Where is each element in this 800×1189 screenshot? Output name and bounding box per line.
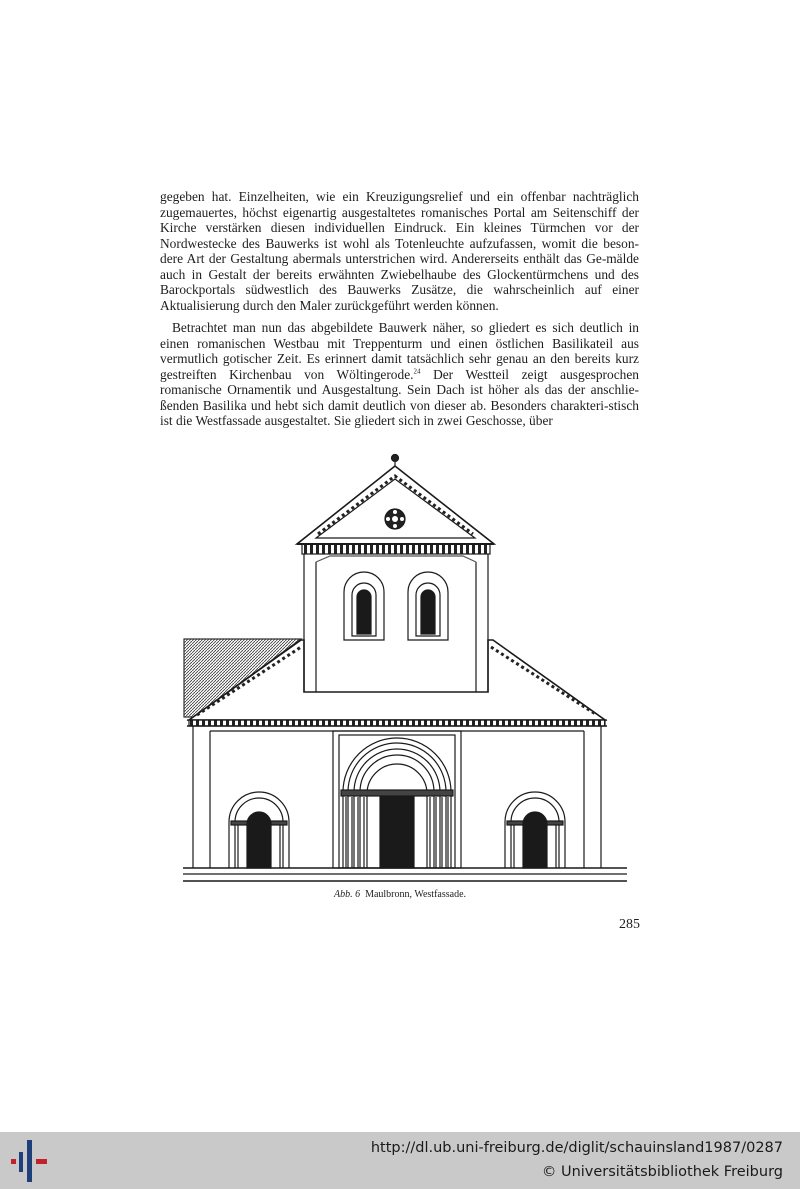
figure-caption-text: Maulbronn, Westfassade. (365, 889, 467, 900)
side-portal-right (505, 792, 565, 868)
page-number: 285 (619, 917, 640, 932)
main-portal (341, 738, 453, 868)
university-library-logo-icon (10, 1140, 50, 1182)
body-paragraph-2 (160, 320, 639, 429)
figure-label: Abb. 6 (333, 889, 361, 900)
church-west-facade-drawing (183, 452, 628, 884)
figure-caption (0, 889, 800, 900)
body-paragraph-1: gegeben hat. Einzelheiten, wie ein Kreuzigungsrelief und ein offenbar nachträglich zugemauertes, höchst eigenartig ausgestaltetes romanisches Portal am Seitenschiff der Kirche verstärken diesen individuellen Eindruck. Ein kleines Türmchen vor der Nordwestecke des Bauwerks ist wohl als Totenleuchte aufzufassen, womit die beson-dere Art der Gestaltung abermals unterstrichen wird. Andererseits enthält das Ge-mälde auch in Gestalt der bereits erwähnten Zwiebelhaube des Glockentürmchens und des Barockportals südwestlich des Bauwerks Zusätze, die wahrscheinlich auf einer Aktualisierung durch den Maler zurückgeführt werden können. (160, 189, 639, 313)
side-portal-left (229, 792, 289, 868)
basilica-roof (184, 639, 301, 717)
paragraph-2-text-b: Der Westteil zeigt ausgesprochen romanische Ornamentik und Ausgestaltung. Sein Dach ist höher als das der anschlie-ßenden Basilika und hebt sich damit deutlich von dieser ab. Besonders charakteri-stisch ist die Westfassade ausgestaltet. Sie gliedert sich in zwei Geschosse, über (160, 366, 639, 428)
tower-window-left (344, 572, 384, 640)
tower-window-right (408, 572, 448, 640)
rose-window-icon (385, 509, 405, 529)
paragraph-2-text-a: Betrachtet man nun das abgebildete Bauwerk näher, so gliedert es sich deutlich in einen romanischen Westbau mit Treppenturm und einen östlichen Basilikateil aus vermutlich gotischer Zeit. Es erinnert damit tatsächlich sehr genau an den bereits kurz gestreiften Kirchenbau von Wöltingerode. (160, 320, 639, 382)
document-url-link[interactable]: http://dl.ub.uni-freiburg.de/diglit/schauinsland1987/0287 (370, 1140, 783, 1156)
viewer-footer (0, 1132, 800, 1189)
footnote-reference: 24 (413, 367, 421, 376)
copyright-notice: © Universitätsbibliothek Freiburg (541, 1164, 783, 1180)
